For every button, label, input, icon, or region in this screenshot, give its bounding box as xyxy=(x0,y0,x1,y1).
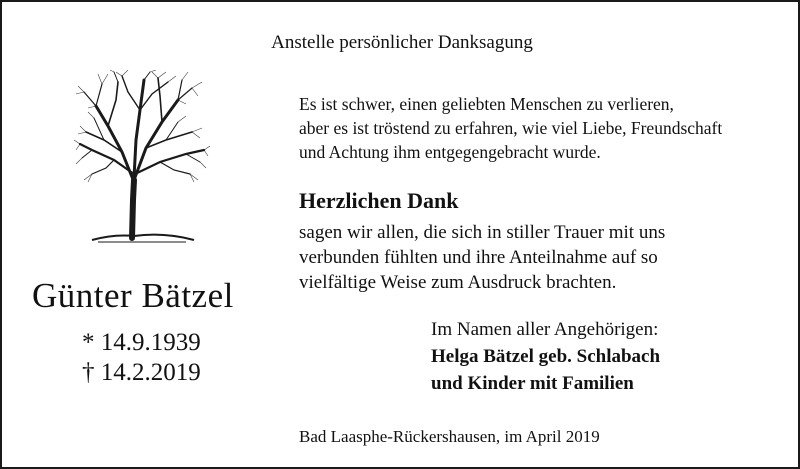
signature-name: Helga Bätzel geb. Schlabach xyxy=(431,346,661,367)
quote-line: und Achtung ihm entgegengebracht wurde. xyxy=(299,142,601,162)
thanks-line: vielfältige Weise zum Ausdruck brachten. xyxy=(299,272,617,293)
signature-family: und Kinder mit Familien xyxy=(431,373,634,394)
deceased-name: Günter Bätzel xyxy=(32,276,234,315)
death-date: † 14.2.2019 xyxy=(82,359,201,386)
quote-line: aber es ist tröstend zu erfahren, wie viel Liebe, Freundschaft xyxy=(299,118,723,138)
thanks-text xyxy=(299,220,665,295)
thanks-line: verbunden fühlten und ihre Anteilnahme auf so xyxy=(299,247,658,268)
tree-icon xyxy=(74,70,210,246)
thanks-line: sagen wir allen, die sich in stiller Trauer mit uns xyxy=(299,222,666,243)
notice-heading: Anstelle persönlicher Danksagung xyxy=(271,32,533,53)
quote-line: Es ist schwer, einen geliebten Menschen zu verlieren, xyxy=(299,94,674,114)
thanks-title: Herzlichen Dank xyxy=(299,188,459,213)
life-dates xyxy=(82,328,201,388)
birth-date: * 14.9.1939 xyxy=(82,329,201,356)
signature-block xyxy=(431,316,660,397)
signature-intro: Im Namen aller Angehörigen: xyxy=(431,319,659,340)
place-date: Bad Laasphe-Rückershausen, im April 2019 xyxy=(299,427,600,446)
condolence-quote xyxy=(299,92,722,164)
